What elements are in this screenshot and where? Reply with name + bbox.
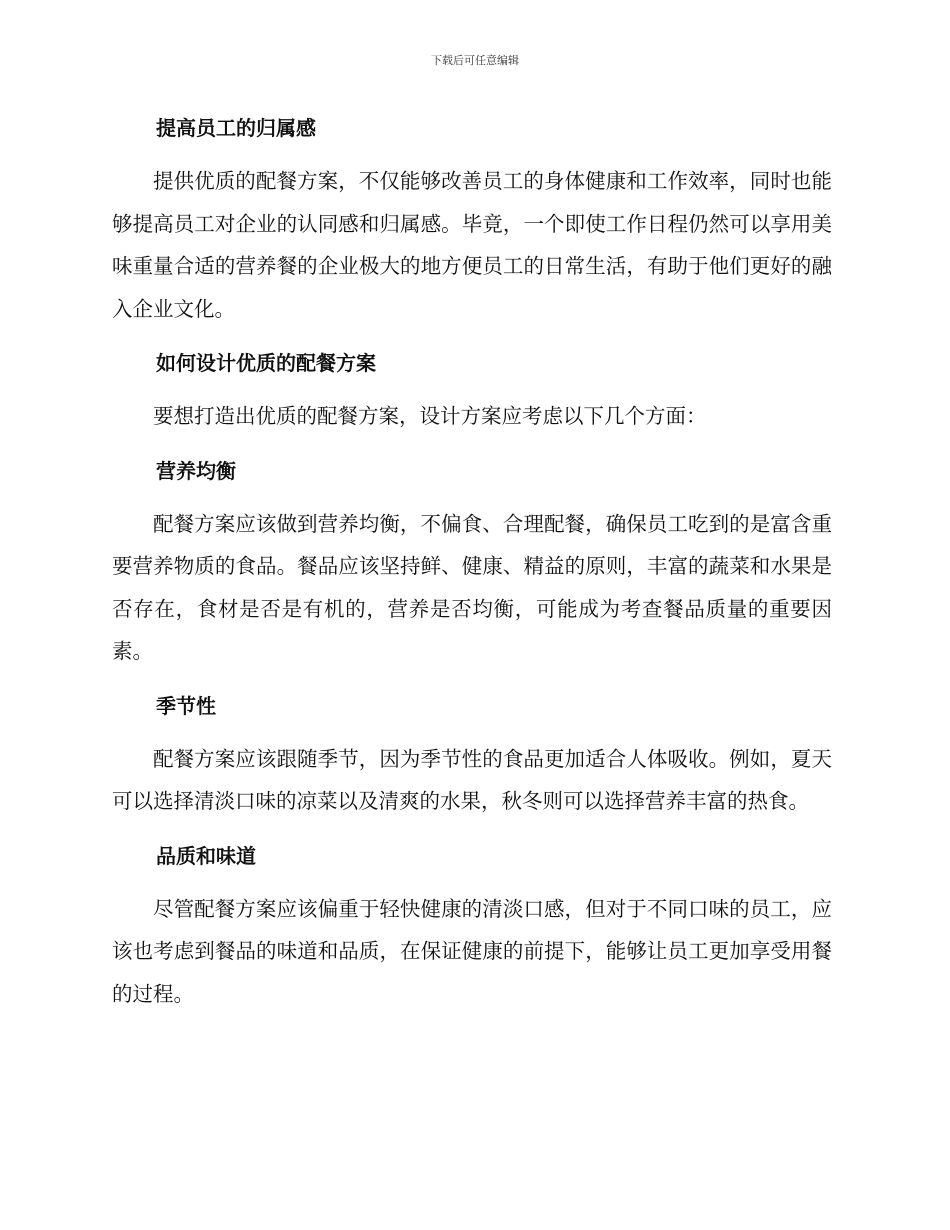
section-paragraph: 要想打造出优质的配餐方案，设计方案应考虑以下几个方面： — [153, 404, 707, 428]
page-header-note: 下载后可任意编辑 — [431, 54, 519, 67]
section-paragraph: 配餐方案应该跟随季节，因为季节性的食品更加适合人体吸收。例如，夏天可以选择清淡口味的凉菜以及清爽的水果，秋冬则可以选择营养丰富的热食。 — [112, 746, 832, 813]
section-paragraph: 配餐方案应该做到营养均衡，不偏食、合理配餐，确保员工吃到的是富含重要营养物质的食品。餐品应该坚持鲜、健康、精益的原则，丰富的蔬菜和水果是否存在，食材是否是有机的，营养是否均衡，可能成为考查餐品质量的重要因素。 — [112, 511, 832, 663]
section-nutrition-balance — [112, 449, 832, 673]
section-heading: 品质和味道 — [156, 843, 256, 868]
section-belonging — [112, 106, 832, 330]
section-paragraph: 提供优质的配餐方案，不仅能够改善员工的身体健康和工作效率，同时也能够提高员工对企业的认同感和归属感。毕竟，一个即使工作日程仍然可以享用美味重量合适的营养餐的企业极大的地方便员工的日常生活，有助于他们更好的融入企业文化。 — [112, 169, 832, 321]
section-quality-taste — [112, 834, 832, 1016]
section-paragraph: 尽管配餐方案应该偏重于轻快健康的清淡口感，但对于不同口味的员工，应该也考虑到餐品的味道和品质，在保证健康的前提下，能够让员工更加享受用餐的过程。 — [112, 896, 832, 1006]
section-seasonality — [112, 684, 832, 823]
document-body — [112, 106, 832, 1026]
section-heading: 营养均衡 — [156, 458, 236, 483]
section-how-to-design — [112, 341, 832, 438]
section-heading: 如何设计优质的配餐方案 — [156, 351, 376, 375]
section-heading: 季节性 — [156, 693, 216, 718]
section-heading: 提高员工的归属感 — [156, 116, 316, 140]
